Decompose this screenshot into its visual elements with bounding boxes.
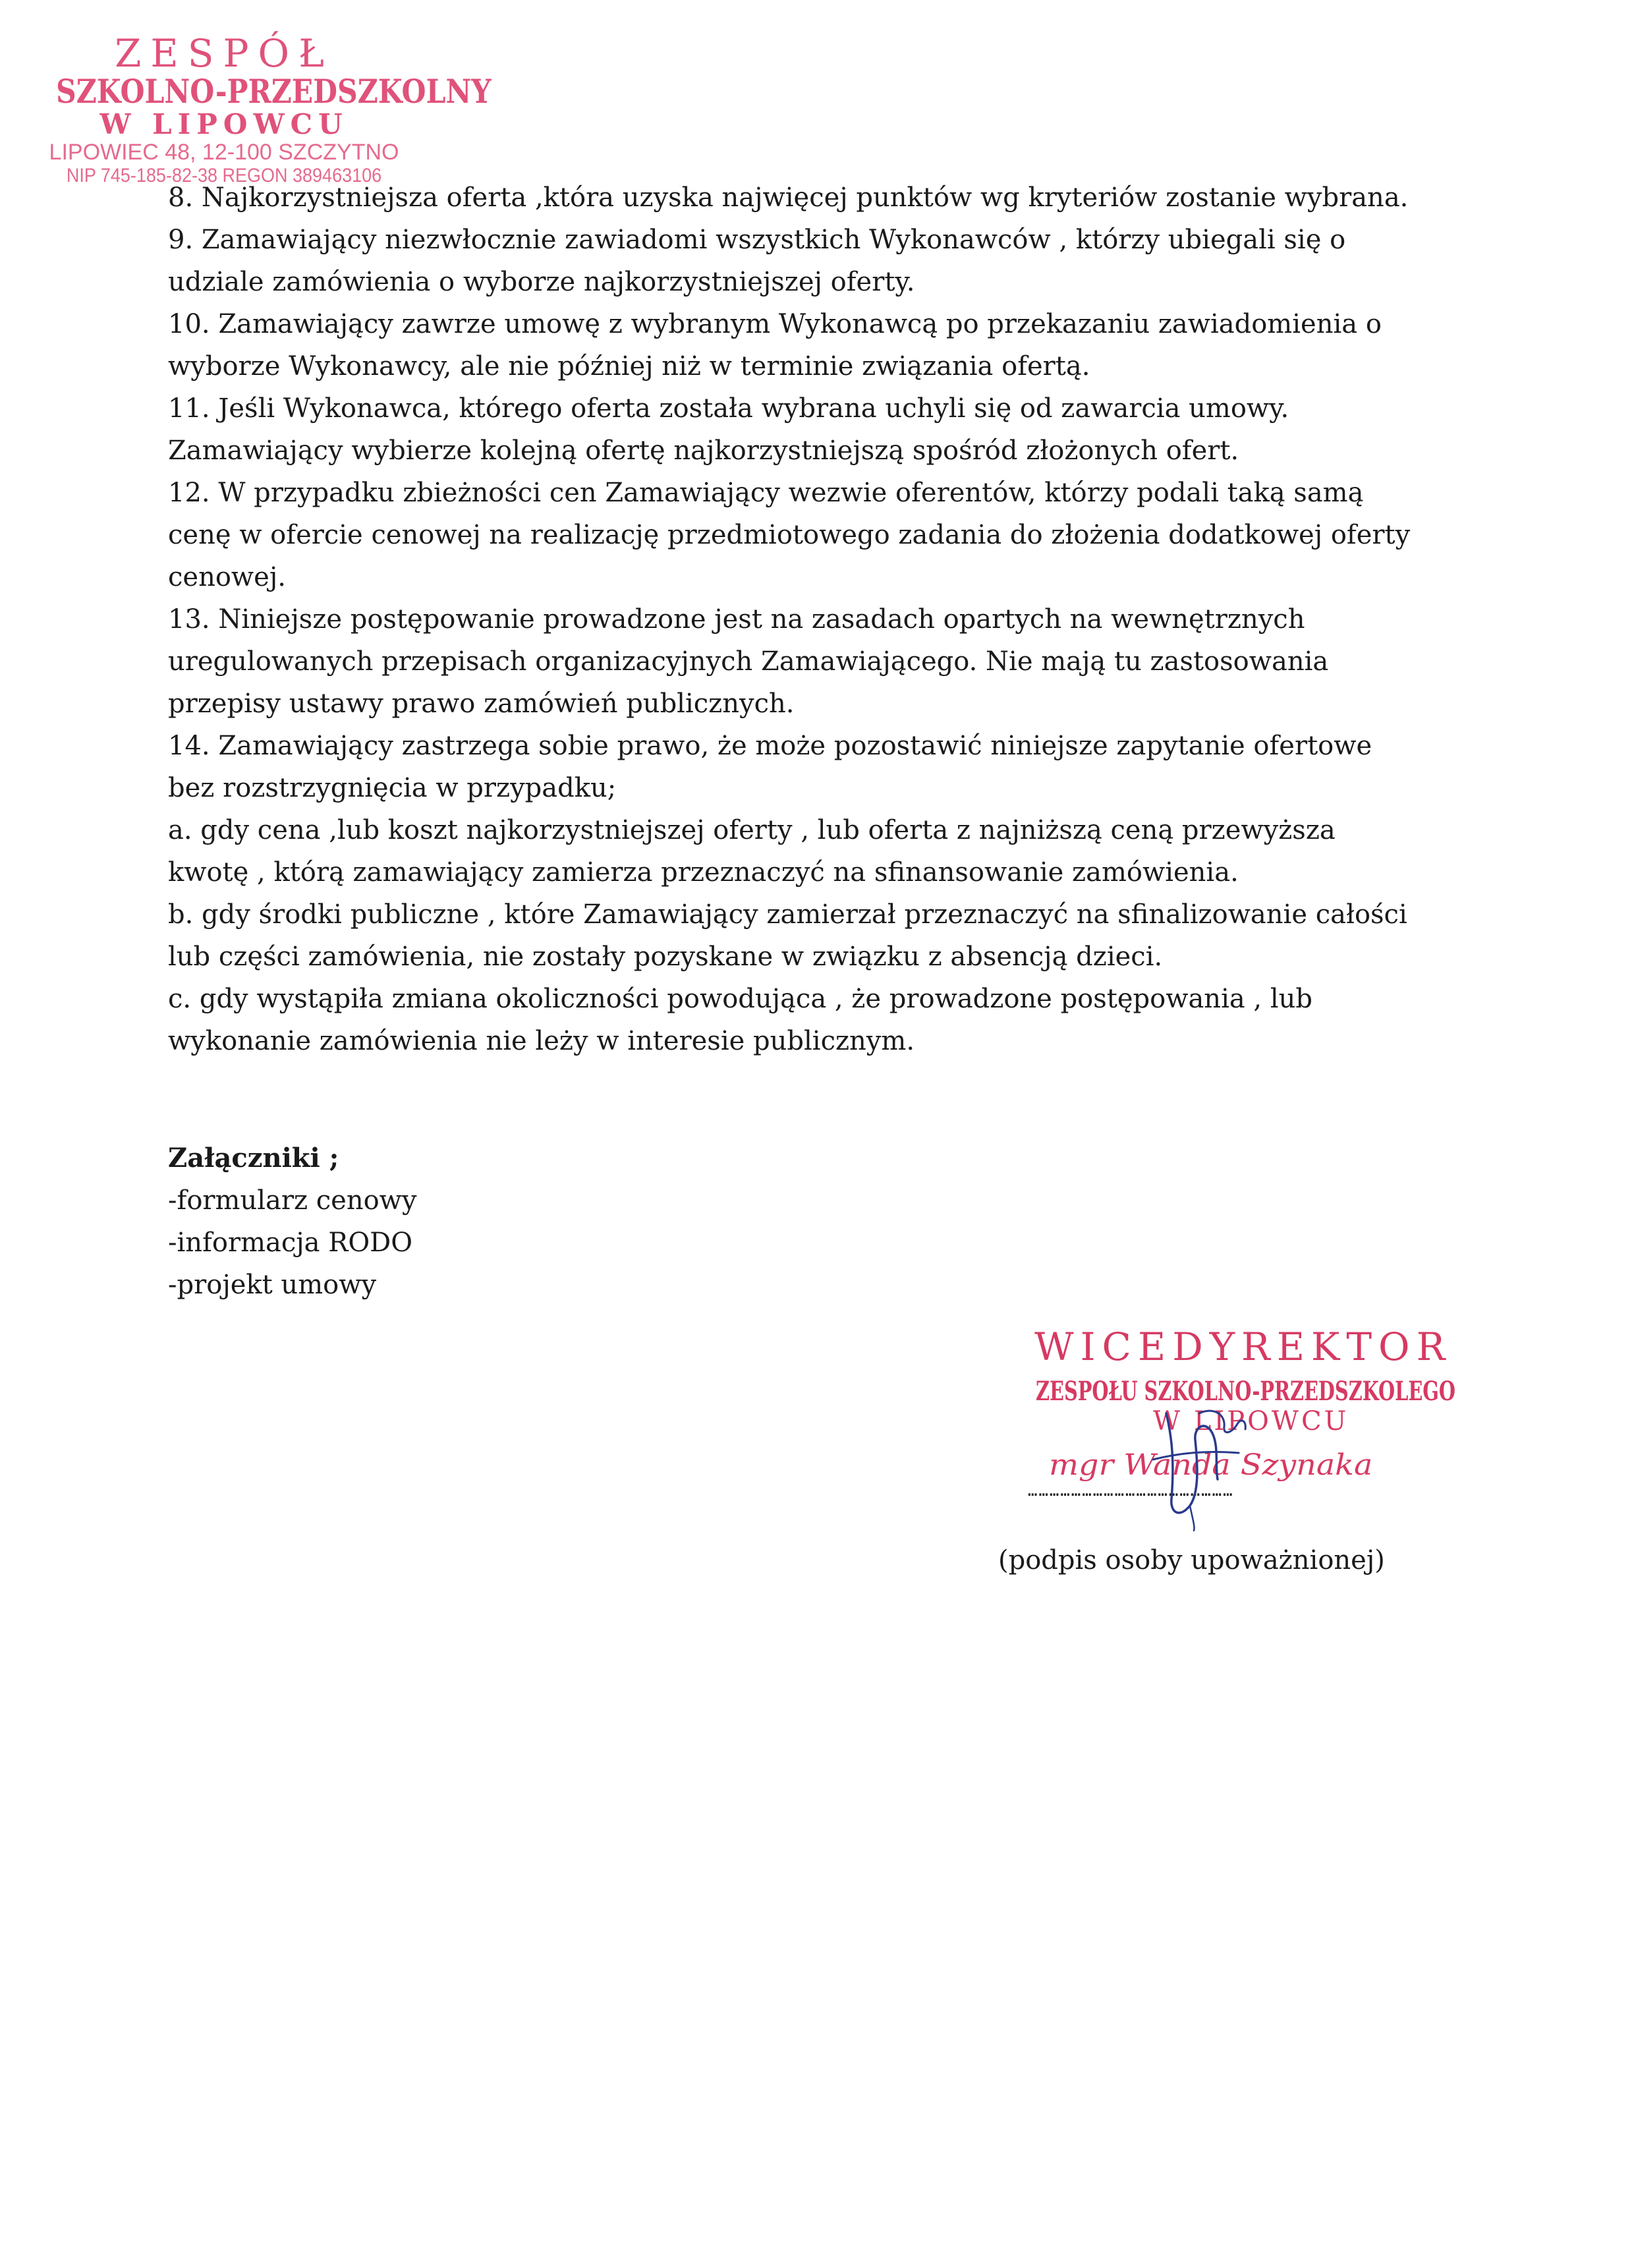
paragraph-11: 11. Jeśli Wykonawca, którego oferta została wybrana uchyli się od zawarcia umowy. Zamawiający wybierze kolejną ofertę najkorzystniejszą spośród złożonych ofert. xyxy=(168,393,1289,466)
attachments-heading: Załączniki ; xyxy=(168,1143,339,1174)
school-header-stamp xyxy=(26,31,492,187)
stamp-address: LIPOWIEC 48, 12-100 SZCZYTNO xyxy=(49,140,399,165)
paragraph-14c: c. gdy wystąpiła zmiana okoliczności powodująca , że prowadzone postępowania , lub wykonanie zamówienia nie leży w interesie publicznym. xyxy=(168,984,1313,1056)
attachments-section xyxy=(168,1137,959,1306)
paragraph-9: 9. Zamawiający niezwłocznie zawiadomi wszystkich Wykonawców , którzy ubiegali się o udziale zamówienia o wyborze najkorzystniejszej oferty. xyxy=(168,225,1346,297)
signature-stamp-title: WICEDYREKTOR xyxy=(1034,1324,1452,1369)
signature-stamp-location: W LIPOWCU xyxy=(1153,1406,1349,1436)
paragraph-13: 13. Niniejsze postępowanie prowadzone jest na zasadach opartych na wewnętrznych uregulowanych przepisach organizacyjnych Zamawiającego. Nie mają tu zastosowania przepisy ustawy prawo zamówień publicznych. xyxy=(168,604,1329,719)
stamp-line-2: SZKOLNO-PRZEDSZKOLNY xyxy=(56,72,492,111)
attachment-item: -informacja RODO xyxy=(168,1228,412,1258)
attachment-item: -projekt umowy xyxy=(168,1270,377,1300)
paragraph-14b: b. gdy środki publiczne , które Zamawiający zamierzał przeznaczyć na sfinalizowanie całości lub części zamówienia, nie zostały pozyskane w związku z absencją dzieci. xyxy=(168,899,1407,972)
signature-caption: (podpis osoby upoważnionej) xyxy=(998,1545,1385,1575)
paragraph-14a: a. gdy cena ,lub koszt najkorzystniejszej oferty , lub oferta z najniższą ceną przewyższa kwotę , którą zamawiający zamierza przeznaczyć na sfinansowanie zamówienia. xyxy=(168,815,1336,888)
paragraph-8: 8. Najkorzystniejsza oferta ,która uzyska najwięcej punktów wg kryteriów zostanie wybrana. xyxy=(168,183,1409,213)
document-body xyxy=(168,177,1420,1062)
paragraph-10: 10. Zamawiający zawrze umowę z wybranym Wykonawcą po przekazaniu zawiadomienia o wyborze Wykonawcy, ale nie później niż w terminie związania ofertą. xyxy=(168,309,1382,382)
attachments-list xyxy=(168,1179,959,1306)
signature-stamp-institution: ZESPOŁU SZKOLNO-PRZEDSZKOLEGO xyxy=(1036,1376,1455,1407)
signature-stamp-name: mgr Wanda Szynaka xyxy=(1049,1448,1373,1482)
signature-line: ………………………………………………… xyxy=(1028,1481,1234,1500)
paragraph-12: 12. W przypadku zbieżności cen Zamawiający wezwie oferentów, którzy podali taką samą cenę w ofercie cenowej na realizację przedmiotowego zadania do złożenia dodatkowej oferty cenowej. xyxy=(168,478,1411,592)
attachment-item: -formularz cenowy xyxy=(168,1185,417,1216)
paragraph-14: 14. Zamawiający zastrzega sobie prawo, że może pozostawić niniejsze zapytanie ofertowe bez rozstrzygnięcia w przypadku; xyxy=(168,731,1372,803)
stamp-line-3: W LIPOWCU xyxy=(99,108,349,140)
signature-stamp xyxy=(1028,1324,1455,1522)
handwritten-signature xyxy=(1127,1387,1272,1532)
stamp-nip-regon: NIP 745-185-82-38 REGON 389463106 xyxy=(66,165,382,186)
stamp-line-1: ZESPÓŁ xyxy=(115,31,333,76)
